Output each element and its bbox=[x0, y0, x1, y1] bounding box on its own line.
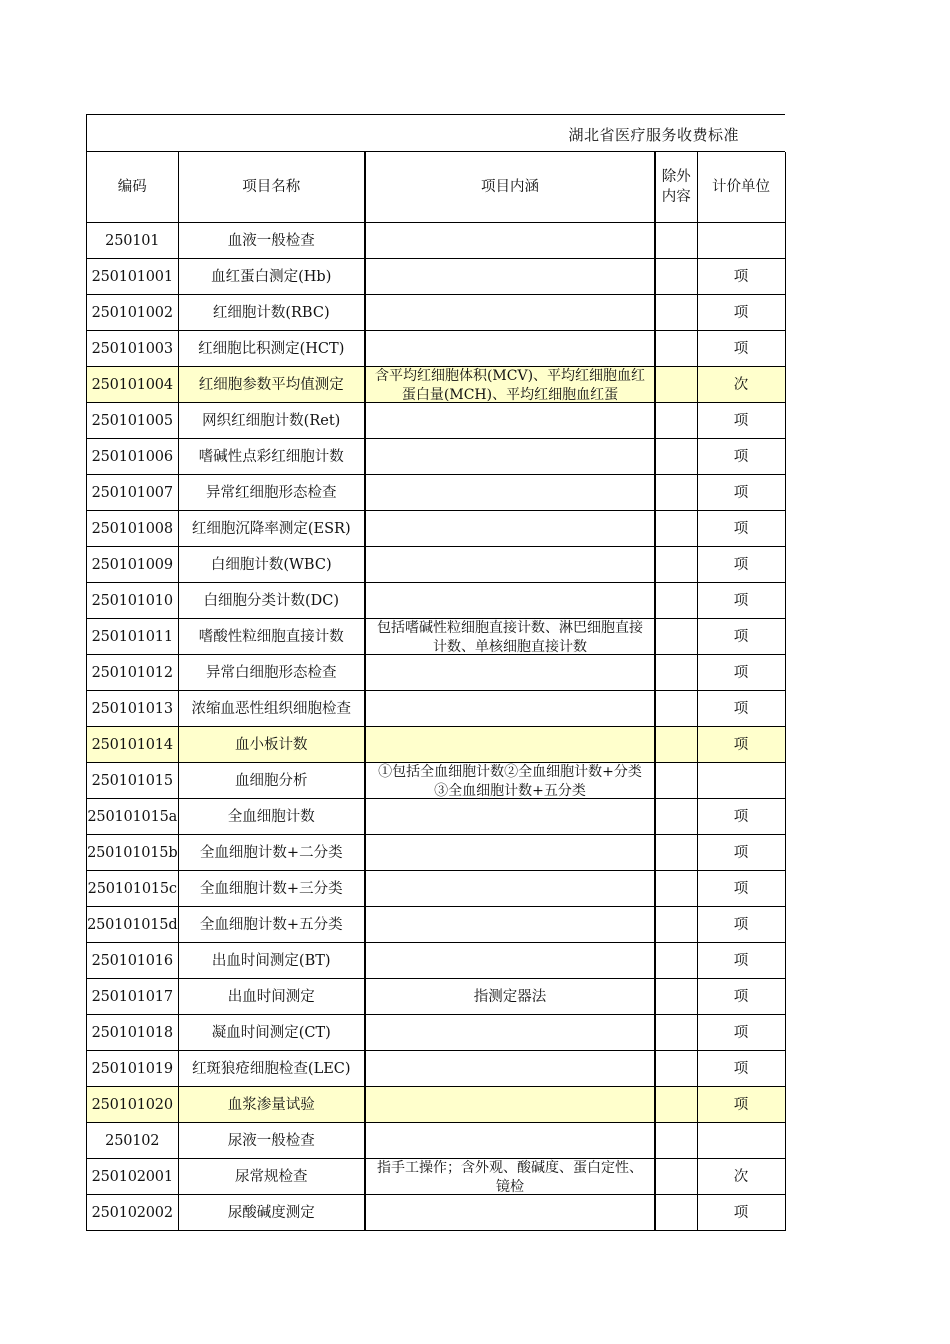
cell-content bbox=[365, 943, 655, 979]
cell-content bbox=[365, 547, 655, 583]
cell-code: 250101007 bbox=[87, 475, 178, 511]
cell-content bbox=[365, 1087, 655, 1123]
cell-code: 250102 bbox=[87, 1123, 178, 1159]
cell-content-text: 含平均红细胞体积(MCV)、平均红细胞血红蛋白量(MCH)、平均红细胞血红蛋 bbox=[374, 368, 646, 402]
cell-excluded bbox=[655, 943, 697, 979]
cell-content bbox=[365, 763, 655, 799]
table-row bbox=[87, 763, 785, 799]
cell-excluded bbox=[655, 475, 697, 511]
cell-excluded bbox=[655, 1087, 697, 1123]
cell-unit: 项 bbox=[697, 475, 785, 511]
cell-unit: 项 bbox=[697, 691, 785, 727]
cell-excluded bbox=[655, 295, 697, 331]
table-row bbox=[87, 475, 785, 511]
cell-excluded bbox=[655, 655, 697, 691]
table-row bbox=[87, 295, 785, 331]
cell-content-text: 指手工操作；含外观、酸碱度、蛋白定性、镜检 bbox=[377, 1160, 643, 1194]
cell-excluded bbox=[655, 619, 697, 655]
cell-code: 250101020 bbox=[87, 1087, 178, 1123]
cell-content bbox=[365, 1195, 655, 1231]
table-row bbox=[87, 1159, 785, 1195]
table-row bbox=[87, 619, 785, 655]
cell-code: 250101013 bbox=[87, 691, 178, 727]
cell-excluded bbox=[655, 763, 697, 799]
cell-code: 250101008 bbox=[87, 511, 178, 547]
cell-unit: 项 bbox=[697, 331, 785, 367]
cell-code: 250101010 bbox=[87, 583, 178, 619]
table-row bbox=[87, 655, 785, 691]
cell-name: 出血时间测定(BT) bbox=[178, 943, 365, 979]
cell-code: 250101011 bbox=[87, 619, 178, 655]
table-row bbox=[87, 1051, 785, 1087]
table-row bbox=[87, 1087, 785, 1123]
cell-content bbox=[365, 511, 655, 547]
cell-excluded bbox=[655, 1123, 697, 1159]
table-row bbox=[87, 871, 785, 907]
cell-excluded bbox=[655, 1159, 697, 1195]
cell-unit: 项 bbox=[697, 403, 785, 439]
cell-unit: 项 bbox=[697, 583, 785, 619]
table-row bbox=[87, 691, 785, 727]
cell-code: 250101004 bbox=[87, 367, 178, 403]
cell-content: 指测定器法 bbox=[365, 979, 655, 1015]
cell-unit: 项 bbox=[697, 547, 785, 583]
cell-content bbox=[365, 655, 655, 691]
cell-excluded bbox=[655, 439, 697, 475]
sheet-title: 湖北省医疗服务收费标准 bbox=[568, 126, 739, 144]
cell-code: 250101015b bbox=[87, 835, 178, 871]
cell-excluded bbox=[655, 1051, 697, 1087]
cell-name: 尿酸碱度测定 bbox=[178, 1195, 365, 1231]
cell-excluded bbox=[655, 727, 697, 763]
cell-code: 250101015d bbox=[87, 907, 178, 943]
cell-excluded bbox=[655, 799, 697, 835]
cell-unit bbox=[697, 1123, 785, 1159]
cell-unit: 项 bbox=[697, 1195, 785, 1231]
table-row bbox=[87, 403, 785, 439]
cell-unit: 项 bbox=[697, 727, 785, 763]
table-row bbox=[87, 943, 785, 979]
cell-unit: 次 bbox=[697, 1159, 785, 1195]
cell-code: 250101006 bbox=[87, 439, 178, 475]
table-row bbox=[87, 835, 785, 871]
cell-name: 异常红细胞形态检查 bbox=[178, 475, 365, 511]
cell-unit: 项 bbox=[697, 439, 785, 475]
cell-excluded bbox=[655, 403, 697, 439]
table-row bbox=[87, 259, 785, 295]
cell-content bbox=[365, 583, 655, 619]
header-excluded bbox=[655, 152, 697, 223]
cell-name: 白细胞计数(WBC) bbox=[178, 547, 365, 583]
fee-standard-sheet bbox=[86, 114, 785, 1231]
cell-content bbox=[365, 1159, 655, 1195]
cell-name: 白细胞分类计数(DC) bbox=[178, 583, 365, 619]
cell-name: 全血细胞计数+五分类 bbox=[178, 907, 365, 943]
cell-excluded bbox=[655, 1015, 697, 1051]
cell-excluded bbox=[655, 979, 697, 1015]
table-row bbox=[87, 979, 785, 1015]
cell-code: 250101005 bbox=[87, 403, 178, 439]
cell-name: 血液一般检查 bbox=[178, 223, 365, 259]
cell-name: 嗜碱性点彩红细胞计数 bbox=[178, 439, 365, 475]
cell-unit: 项 bbox=[697, 295, 785, 331]
cell-content bbox=[365, 259, 655, 295]
header-row bbox=[87, 152, 785, 223]
cell-excluded bbox=[655, 511, 697, 547]
cell-content bbox=[365, 439, 655, 475]
cell-name: 全血细胞计数+三分类 bbox=[178, 871, 365, 907]
cell-content bbox=[365, 403, 655, 439]
cell-content bbox=[365, 223, 655, 259]
cell-content bbox=[365, 475, 655, 511]
cell-code: 250101012 bbox=[87, 655, 178, 691]
cell-unit: 项 bbox=[697, 835, 785, 871]
cell-content bbox=[365, 871, 655, 907]
cell-excluded bbox=[655, 547, 697, 583]
cell-name: 血红蛋白测定(Hb) bbox=[178, 259, 365, 295]
cell-content bbox=[365, 1123, 655, 1159]
cell-name: 血细胞分析 bbox=[178, 763, 365, 799]
cell-content bbox=[365, 367, 655, 403]
cell-code: 250102001 bbox=[87, 1159, 178, 1195]
cell-excluded bbox=[655, 223, 697, 259]
cell-name: 尿液一般检查 bbox=[178, 1123, 365, 1159]
cell-unit: 项 bbox=[697, 1087, 785, 1123]
cell-unit: 次 bbox=[697, 367, 785, 403]
cell-code: 250101015c bbox=[87, 871, 178, 907]
cell-excluded bbox=[655, 691, 697, 727]
header-excluded-label: 除外内容 bbox=[661, 169, 691, 205]
cell-content bbox=[365, 619, 655, 655]
cell-name: 红细胞参数平均值测定 bbox=[178, 367, 365, 403]
cell-unit: 项 bbox=[697, 619, 785, 655]
cell-name: 全血细胞计数+二分类 bbox=[178, 835, 365, 871]
cell-code: 250101015a bbox=[87, 799, 178, 835]
table-row bbox=[87, 583, 785, 619]
cell-excluded bbox=[655, 1195, 697, 1231]
cell-unit: 项 bbox=[697, 1015, 785, 1051]
cell-unit: 项 bbox=[697, 979, 785, 1015]
cell-code: 250101015 bbox=[87, 763, 178, 799]
cell-excluded bbox=[655, 835, 697, 871]
cell-content-text: ①包括全血细胞计数②全血细胞计数+分类③全血细胞计数+五分类 bbox=[378, 764, 642, 798]
cell-unit: 项 bbox=[697, 799, 785, 835]
cell-content bbox=[365, 691, 655, 727]
table-row bbox=[87, 223, 785, 259]
header-content: 项目内涵 bbox=[365, 152, 655, 223]
cell-name: 红细胞比积测定(HCT) bbox=[178, 331, 365, 367]
cell-excluded bbox=[655, 367, 697, 403]
cell-code: 250101 bbox=[87, 223, 178, 259]
cell-code: 250101003 bbox=[87, 331, 178, 367]
cell-unit bbox=[697, 223, 785, 259]
cell-name: 红斑狼疮细胞检查(LEC) bbox=[178, 1051, 365, 1087]
table-row bbox=[87, 1015, 785, 1051]
cell-name: 血浆渗量试验 bbox=[178, 1087, 365, 1123]
header-unit: 计价单位 bbox=[697, 152, 785, 223]
cell-unit: 项 bbox=[697, 907, 785, 943]
cell-name: 凝血时间测定(CT) bbox=[178, 1015, 365, 1051]
cell-name: 异常白细胞形态检查 bbox=[178, 655, 365, 691]
cell-name: 血小板计数 bbox=[178, 727, 365, 763]
cell-name: 出血时间测定 bbox=[178, 979, 365, 1015]
cell-content bbox=[365, 799, 655, 835]
cell-unit: 项 bbox=[697, 259, 785, 295]
table-row bbox=[87, 439, 785, 475]
cell-content bbox=[365, 1051, 655, 1087]
cell-unit: 项 bbox=[697, 655, 785, 691]
cell-content bbox=[365, 331, 655, 367]
cell-code: 250101019 bbox=[87, 1051, 178, 1087]
cell-excluded bbox=[655, 583, 697, 619]
cell-code: 250101016 bbox=[87, 943, 178, 979]
cell-code: 250101014 bbox=[87, 727, 178, 763]
cell-content-text: 包括嗜碱性粒细胞直接计数、淋巴细胞直接计数、单核细胞直接计数 bbox=[377, 620, 643, 654]
fee-table bbox=[87, 152, 786, 1231]
cell-unit bbox=[697, 763, 785, 799]
cell-code: 250101018 bbox=[87, 1015, 178, 1051]
cell-excluded bbox=[655, 907, 697, 943]
table-row bbox=[87, 331, 785, 367]
header-name: 项目名称 bbox=[178, 152, 365, 223]
cell-name: 浓缩血恶性组织细胞检查 bbox=[178, 691, 365, 727]
cell-code: 250102002 bbox=[87, 1195, 178, 1231]
table-row bbox=[87, 727, 785, 763]
table-body bbox=[87, 223, 785, 1231]
cell-unit: 项 bbox=[697, 871, 785, 907]
cell-name: 网织红细胞计数(Ret) bbox=[178, 403, 365, 439]
cell-name: 红细胞计数(RBC) bbox=[178, 295, 365, 331]
cell-unit: 项 bbox=[697, 1051, 785, 1087]
cell-content bbox=[365, 907, 655, 943]
table-row bbox=[87, 907, 785, 943]
table-row bbox=[87, 547, 785, 583]
sheet-title-row bbox=[87, 115, 785, 152]
header-code: 编码 bbox=[87, 152, 178, 223]
table-row bbox=[87, 511, 785, 547]
cell-code: 250101002 bbox=[87, 295, 178, 331]
table-row bbox=[87, 1195, 785, 1231]
table-row bbox=[87, 799, 785, 835]
cell-content bbox=[365, 727, 655, 763]
cell-excluded bbox=[655, 871, 697, 907]
cell-content bbox=[365, 295, 655, 331]
cell-code: 250101009 bbox=[87, 547, 178, 583]
cell-content bbox=[365, 1015, 655, 1051]
cell-name: 全血细胞计数 bbox=[178, 799, 365, 835]
cell-name: 嗜酸性粒细胞直接计数 bbox=[178, 619, 365, 655]
cell-unit: 项 bbox=[697, 943, 785, 979]
cell-content bbox=[365, 835, 655, 871]
table-row bbox=[87, 1123, 785, 1159]
cell-excluded bbox=[655, 331, 697, 367]
cell-code: 250101001 bbox=[87, 259, 178, 295]
cell-name: 尿常规检查 bbox=[178, 1159, 365, 1195]
cell-unit: 项 bbox=[697, 511, 785, 547]
cell-excluded bbox=[655, 259, 697, 295]
cell-name: 红细胞沉降率测定(ESR) bbox=[178, 511, 365, 547]
cell-code: 250101017 bbox=[87, 979, 178, 1015]
table-row bbox=[87, 367, 785, 403]
